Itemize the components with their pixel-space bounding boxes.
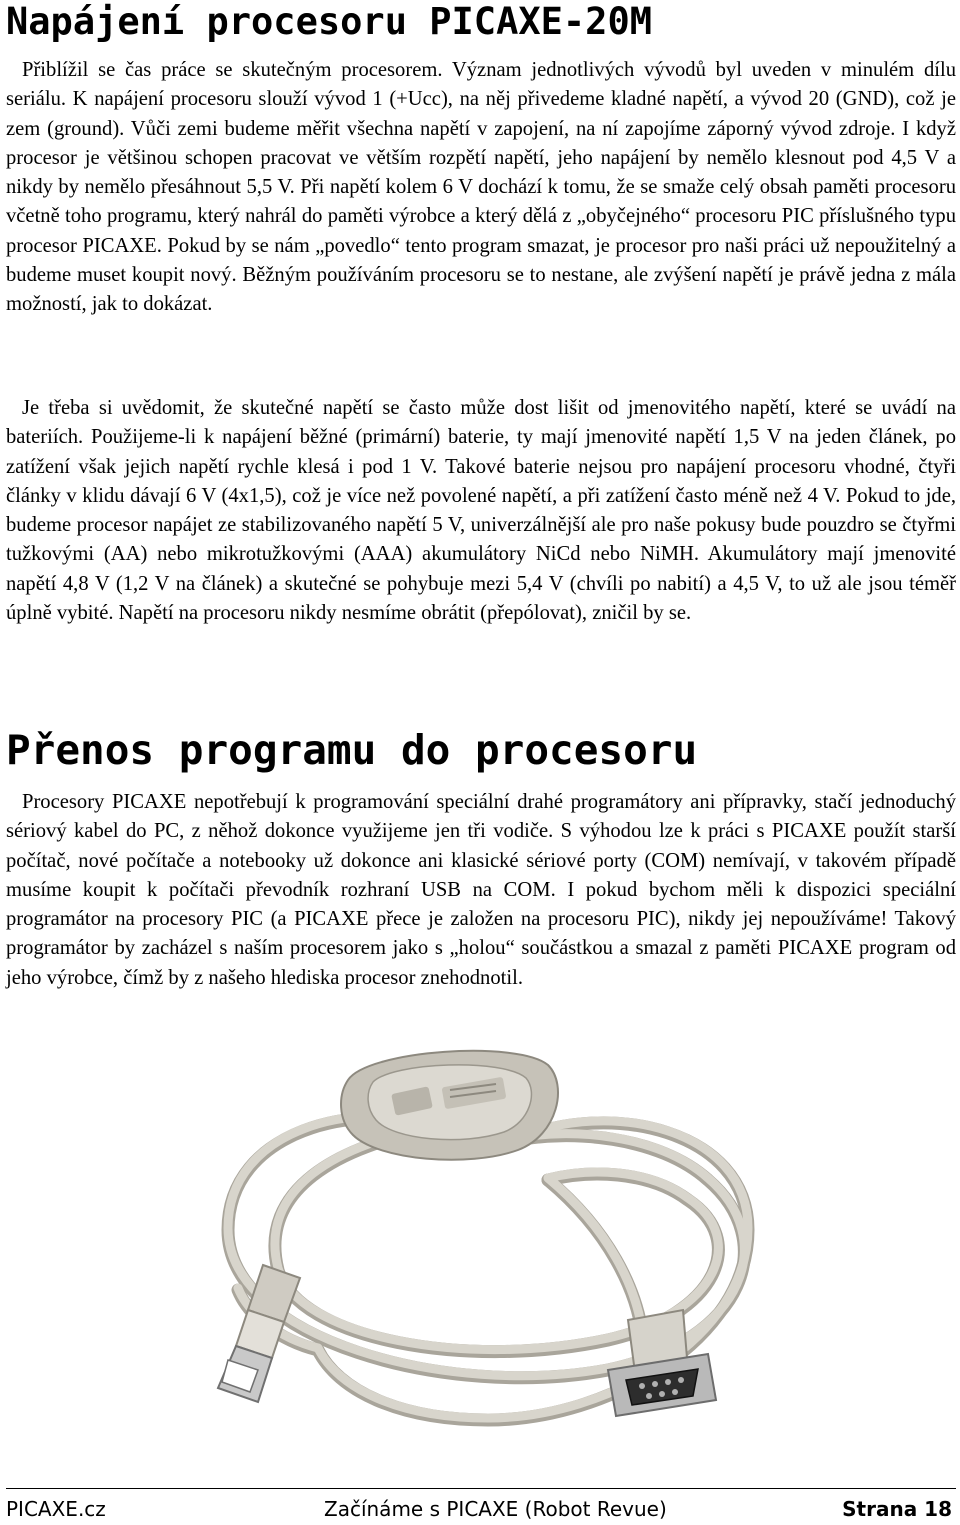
paragraph-battery-voltage: Je třeba si uvědomit, že skutečné napětí se často může dost lišit od jmenovitého napětí, které se uvádí na bateriích. Použijeme-li k napájení běžné (primární) baterie, ty mají jmenovité napětí 1,5 V na jeden článek, po zatížení však jejich napětí rychle klesá i pod 1 V. Takové baterie nejsou pro napájení procesoru vhodné, čtyři články v klidu dávají 6 V (4x1,5), což je více než povolené napětí, a při zatížení často méně než 4 V. Pokud to jde, budeme procesor napájet ze stabilizovaného napětí 5 V, univerzálnější ale pro naše pokusy bude pouzdro se čtyřmi tužkovými (AA) nebo mikrotužkovými (AAA) akumulátory NiCd nebo NiMH. Akumulátory mají jmenovité napětí 4,8 V (1,2 V na článek) a skutečné se pohybuje mezi 5,4 V (chvíli po nabití) a 4,5 V, to už ale jsou téměř úplně vybité. Napětí na procesoru nikdy nesmíme obrátit (přepólovat), zničil by se.	[6, 397, 956, 625]
paragraph-power-intro: Přiblížil se čas práce se skutečným procesorem. Význam jednotlivých vývodů byl uveden v minulém dílu seriálu. K napájení procesoru slouží vývod 1 (+Ucc), na něj přivedeme kladné napětí, a vývod 20 (GND), což je zem (ground). Vůči zemi budeme měřit všechna napětí v zapojení, na ní zapojíme záporný vývod zdroje. I když procesor je většinou schopen pracovat ve větším rozpětí napětí, jeho napájení by nemělo klesnout pod 4,5 V a nikdy by nemělo přesáhnout 5,5 V. Při napětí kolem 6 V dochází k tomu, že se smaže celý obsah paměti procesoru včetně toho programu, který nahrál do paměti výrobce a který dělá z „obyčejného“ procesoru PIC příslušného typu procesor PICAXE. Pokud by se nám „povedlo“ tento program smazat, je procesor pro naši práci už nepoužitelný a budeme muset koupit nový. Běžným používáním procesoru se to nestane, ale zvýšení napětí je právě jedna z mála možností, jak to dokázat.	[6, 59, 956, 316]
paragraph-program-transfer: Procesory PICAXE nepotřebují k programování speciální drahé programátory ani přípravky, stačí jednoduchý sériový kabel do PC, z něhož dokonce využijeme jen tři vodiče. S výhodou lze k práci s PICAXE použít starší počítač, nové počítače a notebooky už dokonce ani klasické sériové porty (COM) nemívají, v takovém případě musíme koupit k počítači převodník rozhraní USB na COM. I pokud bychom měli k dispozici speciální programátor na procesory PIC (a PICAXE přece je založen na procesoru PIC), nikdy jej nepoužíváme! Takový programátor by zacházel s naším procesorem jako s „holou“ součástkou a smazal z paměti PICAXE program od jeho výrobce, čímž by z našeho hlediska procesor znehodnotil.	[6, 791, 956, 989]
section-heading-program-transfer: Přenos programu do procesoru	[6, 726, 698, 774]
usb-serial-cable-photo	[188, 1040, 784, 1472]
footer-page-number: Strana 18	[842, 1497, 952, 1521]
footer-divider	[6, 1488, 956, 1489]
footer-series-title: Začínáme s PICAXE (Robot Revue)	[324, 1497, 667, 1521]
section-heading-power: Napájení procesoru PICAXE-20M	[6, 0, 653, 43]
converter-box	[341, 1051, 558, 1160]
usb-to-serial-cable-icon	[188, 1040, 784, 1472]
footer-site: PICAXE.cz	[6, 1497, 106, 1521]
page-footer	[6, 1494, 956, 1524]
